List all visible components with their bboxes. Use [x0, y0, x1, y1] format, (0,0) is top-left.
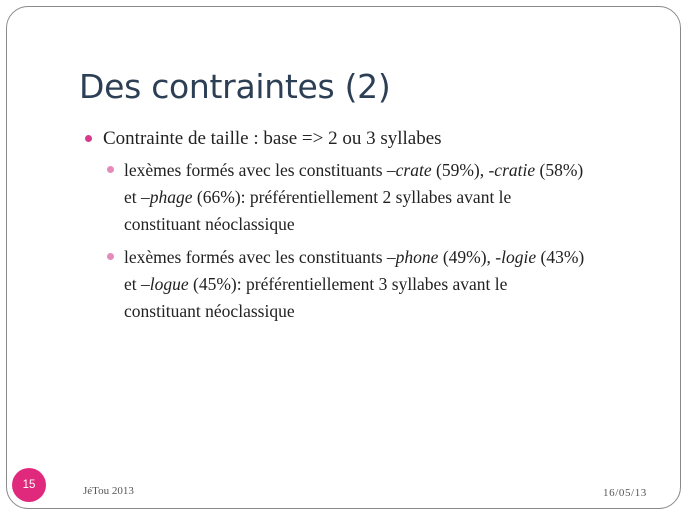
slide-title: Des contraintes (2)	[79, 67, 391, 106]
text-run: et	[124, 274, 142, 294]
italic-term: –crate	[386, 160, 432, 180]
bullet-level1-text: Contrainte de taille : base => 2 ou 3 syllabes	[103, 128, 442, 149]
sub-bullet-1-line-1	[124, 157, 665, 184]
bullet-dot-icon	[107, 166, 114, 173]
text-run: (45%): préférentiellement 3 syllabes avant le	[188, 274, 508, 294]
text-run: et	[124, 187, 142, 207]
bullet-dot-icon	[85, 135, 92, 142]
text-run: lexèmes formés avec les constituants	[124, 160, 387, 180]
italic-term: –phone	[386, 247, 439, 267]
italic-term: -logie	[495, 247, 537, 267]
sub-bullet-1-line-3: constituant néoclassique	[124, 214, 295, 234]
italic-term: –logue	[141, 274, 189, 294]
footer-author: JéTou 2013	[83, 485, 134, 497]
text-run: (59%),	[431, 160, 489, 180]
text-run: lexèmes formés avec les constituants	[124, 247, 387, 267]
slide-number-badge: 15	[12, 468, 46, 502]
sub-bullet-2-line-1	[124, 244, 665, 271]
sub-bullet-1-line-2	[124, 184, 665, 211]
bullet-dot-icon	[107, 253, 114, 260]
text-run: (66%): préférentiellement 2 syllabes avant le	[192, 187, 512, 207]
slide-content	[85, 125, 665, 325]
sub-bullet-2-line-2	[124, 271, 665, 298]
sub-bullet-2	[107, 244, 665, 325]
sub-bullet-2-line-3: constituant néoclassique	[124, 301, 295, 321]
text-run: (49%),	[438, 247, 496, 267]
italic-term: –phage	[141, 187, 193, 207]
bullet-level1	[85, 125, 665, 153]
footer-date: 16/05/13	[603, 487, 647, 499]
sub-bullet-1	[107, 157, 665, 238]
text-run: (58%)	[535, 160, 584, 180]
text-run: (43%)	[536, 247, 585, 267]
slide-frame	[6, 6, 681, 509]
italic-term: -cratie	[488, 160, 536, 180]
